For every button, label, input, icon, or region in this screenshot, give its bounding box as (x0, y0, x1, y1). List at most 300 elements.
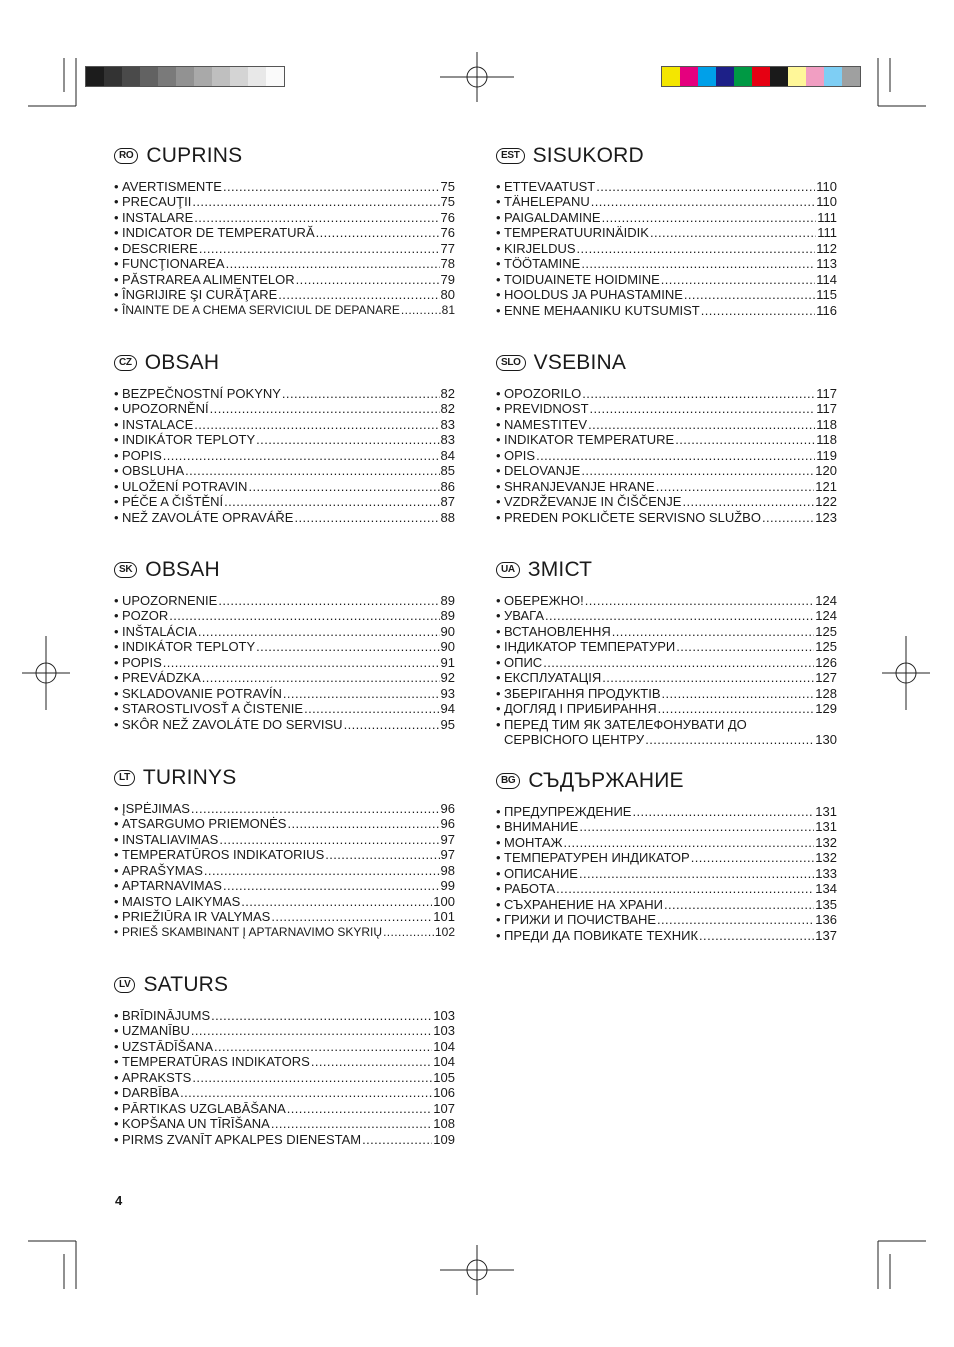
bullet-icon: • (496, 463, 501, 478)
toc-entry-label: AVERTISMENTE (122, 178, 222, 194)
bullet-icon: • (114, 831, 119, 847)
toc-entry[interactable] (114, 592, 455, 608)
dot-leader (199, 241, 440, 256)
section-title: VSEBINA (533, 351, 627, 374)
toc-entry-label: BEZPEČNOSTNÍ POKYNY (122, 385, 281, 401)
toc-entry[interactable] (496, 732, 837, 748)
bullet-icon: • (496, 494, 501, 509)
toc-entry-page: 118 (816, 416, 837, 432)
toc-entry-label: HOOLDUS JA PUHASTAMINE (504, 287, 683, 302)
toc-entry-label: OPOZORILO (504, 385, 582, 401)
toc-entry-label: POZOR (122, 608, 169, 623)
toc-entry-label: INDIKÁTOR TEPLOTY (122, 639, 256, 654)
toc-entry[interactable] (496, 912, 837, 928)
color-calibration-bar (661, 66, 861, 87)
toc-entry[interactable] (114, 494, 455, 510)
toc-entry-page: 112 (816, 240, 837, 256)
toc-entry-label: DARBĪBA (122, 1085, 180, 1100)
toc-entry-page: 101 (433, 909, 455, 924)
bullet-icon: • (114, 1023, 119, 1038)
section-title: TURINYS (142, 766, 237, 789)
dot-leader (658, 701, 815, 716)
toc-entry[interactable] (114, 670, 455, 686)
toc-entry[interactable] (114, 447, 455, 463)
toc-entry-label: PRECAUŢII (122, 194, 192, 209)
toc-entry-page: 122 (815, 494, 837, 509)
toc-entry[interactable] (114, 878, 455, 894)
toc-entry[interactable] (496, 385, 837, 401)
bullet-icon: • (496, 654, 501, 670)
toc-entry-page: 76 (440, 209, 455, 225)
toc-entry-page: 84 (440, 447, 455, 463)
toc-entry-page: 111 (817, 209, 837, 225)
toc-entry-page: 120 (815, 463, 837, 478)
toc-entry-page: 89 (440, 592, 455, 608)
dot-leader (588, 417, 815, 432)
toc-entry[interactable] (114, 1069, 455, 1085)
toc-entry[interactable] (496, 302, 837, 318)
bullet-icon: • (114, 225, 119, 240)
toc-entry[interactable] (496, 509, 837, 525)
toc-entry[interactable] (496, 209, 837, 225)
toc-entry[interactable] (114, 1007, 455, 1023)
bullet-icon: • (496, 302, 501, 318)
toc-entry[interactable] (114, 716, 455, 732)
bullet-icon: • (114, 654, 119, 670)
toc-entry-page: 132 (815, 850, 837, 865)
dot-leader (192, 1070, 432, 1085)
toc-entry[interactable] (114, 862, 455, 878)
toc-entry-label: BRĪDINĀJUMS (122, 1007, 211, 1023)
toc-entry-page: 88 (440, 509, 455, 525)
dot-leader (590, 401, 816, 416)
toc-entry[interactable] (114, 800, 455, 816)
dot-leader (564, 835, 815, 850)
dot-leader (684, 287, 815, 302)
toc-entry-page: 116 (816, 302, 837, 318)
toc-entry-page: 104 (433, 1054, 455, 1069)
toc-entry-page: 132 (815, 834, 837, 850)
toc-entry-page: 114 (816, 271, 837, 287)
toc-list (114, 1007, 455, 1147)
dot-leader (180, 1085, 432, 1100)
color-swatch (824, 67, 842, 86)
dot-leader (202, 670, 440, 685)
toc-entry-label: ЗБЕРІГАННЯ ПРОДУКТІВ (504, 685, 661, 701)
toc-entry-page: 90 (440, 623, 455, 639)
toc-entry-page: 87 (440, 494, 455, 509)
toc-entry[interactable] (496, 447, 837, 463)
bullet-icon: • (114, 924, 119, 939)
dot-leader (602, 210, 817, 225)
toc-entry[interactable] (114, 623, 455, 639)
toc-entry[interactable] (114, 639, 455, 655)
toc-entry-label: ETTEVAATUST (504, 178, 596, 194)
dot-leader (278, 287, 439, 302)
dot-leader (211, 1008, 432, 1023)
toc-entry-page: 82 (440, 401, 455, 416)
toc-list (496, 178, 837, 318)
toc-entry-label: VZDRŽEVANJE IN ČIŠČENJE (504, 494, 682, 509)
toc-entry[interactable] (114, 240, 455, 256)
grayscale-calibration-bar (85, 66, 285, 87)
dot-leader (296, 272, 440, 287)
bullet-icon: • (496, 256, 501, 271)
toc-entry-label: UZSTĀDĪŠANA (122, 1038, 214, 1054)
toc-entry-page: 93 (440, 685, 455, 701)
toc-entry[interactable] (496, 256, 837, 272)
dot-leader (256, 639, 439, 654)
toc-entry[interactable] (114, 608, 455, 624)
section-heading (496, 768, 837, 794)
toc-entry[interactable] (496, 927, 837, 943)
dot-leader (579, 866, 814, 881)
color-swatch (770, 67, 788, 86)
toc-entry[interactable] (496, 494, 837, 510)
toc-entry[interactable] (114, 178, 455, 194)
toc-entry[interactable] (114, 385, 455, 401)
toc-entry[interactable] (496, 478, 837, 494)
toc-entry[interactable] (496, 670, 837, 686)
section-title: СЪДЪРЖАНИЕ (528, 769, 684, 792)
dot-leader (256, 432, 439, 447)
dot-leader (602, 670, 814, 685)
toc-entry[interactable] (496, 834, 837, 850)
dot-leader (214, 1039, 432, 1054)
bullet-icon: • (496, 819, 501, 834)
bullet-icon: • (496, 271, 501, 287)
toc-entry-label: TEMPERATŪRAS INDIKATORS (122, 1054, 310, 1069)
color-swatch (698, 67, 716, 86)
bullet-icon: • (114, 847, 119, 862)
toc-entry[interactable] (114, 1054, 455, 1070)
toc-entry[interactable] (496, 416, 837, 432)
toc-entry[interactable] (496, 178, 837, 194)
dot-leader (192, 194, 439, 209)
toc-entry-label: PĀRTIKAS UZGLABĀŠANA (122, 1100, 286, 1116)
toc-entry[interactable] (114, 271, 455, 287)
toc-entry-label: PÉČE A ČIŠTĚNÍ (122, 494, 224, 509)
toc-entry-page: 96 (440, 800, 455, 816)
toc-entry-label: DESCRIERE (122, 240, 198, 256)
toc-entry-label: UPOZORNENIE (122, 592, 218, 608)
bullet-icon: • (114, 509, 119, 525)
toc-entry-page: 105 (433, 1069, 455, 1085)
toc-entry-label: INŠTALÁCIA (122, 623, 197, 639)
dot-leader (581, 463, 814, 478)
toc-entry-label: ПРЕДИ ДА ПОВИКАТЕ ТЕХНИК (504, 927, 699, 943)
toc-entry-label: DELOVANJE (504, 463, 581, 478)
toc-entry-label: PIRMS ZVANĪT APKALPES DIENESTAM (122, 1131, 362, 1147)
toc-entry-page: 135 (815, 896, 837, 912)
section-title: SISUKORD (532, 144, 644, 167)
dot-leader (316, 225, 440, 240)
bullet-icon: • (114, 670, 119, 685)
toc-entry[interactable] (114, 256, 455, 272)
toc-entry-label: РАБОТА (504, 881, 556, 896)
section-heading (114, 350, 455, 376)
bullet-icon: • (114, 287, 119, 302)
toc-entry-page: 106 (433, 1085, 455, 1100)
toc-entry-label: PREVIDNOST (504, 401, 589, 416)
toc-entry[interactable] (114, 1131, 455, 1147)
language-code-badge: SLO (496, 355, 526, 371)
language-code-badge: BG (496, 773, 520, 789)
toc-list (496, 385, 837, 525)
toc-entry[interactable] (496, 819, 837, 835)
toc-entry[interactable] (114, 416, 455, 432)
toc-entry[interactable] (496, 865, 837, 881)
dot-leader (675, 432, 815, 447)
toc-entry[interactable] (496, 401, 837, 417)
toc-list (114, 178, 455, 318)
toc-entry-label: ПЕРЕД ТИМ ЯК ЗАТЕЛЕФОНУВАТИ ДО (504, 716, 747, 732)
toc-entry[interactable] (114, 478, 455, 494)
toc-entry-label: ПРЕДУПРЕЖДЕНИЕ (504, 803, 632, 819)
toc-entry-page: 133 (815, 865, 837, 881)
bullet-icon: • (496, 401, 501, 416)
toc-entry-label: ЕКСПЛУАТАЦІЯ (504, 670, 602, 685)
dot-leader (632, 804, 814, 819)
toc-list (496, 803, 837, 943)
dot-leader (223, 878, 440, 893)
toc-entry-label: TOIDUAINETE HOIDMINE (504, 271, 660, 287)
toc-entry[interactable] (114, 654, 455, 670)
bullet-icon: • (496, 670, 501, 685)
toc-entry-page: 100 (433, 893, 455, 909)
toc-entry-page: 89 (440, 608, 455, 623)
page-number: 4 (115, 1193, 123, 1208)
dot-leader (194, 417, 439, 432)
section-heading (496, 350, 837, 376)
toc-entry-page: 103 (433, 1007, 455, 1023)
bullet-icon: • (114, 401, 119, 416)
toc-entry-page: 83 (440, 416, 455, 432)
toc-entry-page: 124 (815, 592, 837, 608)
toc-entry-page: 86 (440, 478, 455, 494)
toc-entry[interactable] (496, 881, 837, 897)
toc-entry[interactable] (496, 240, 837, 256)
dot-leader (283, 686, 440, 701)
bullet-icon: • (114, 639, 119, 654)
dot-leader (219, 832, 439, 847)
dot-leader (191, 1023, 432, 1038)
toc-entry-page: 125 (815, 639, 837, 654)
bullet-icon: • (114, 494, 119, 509)
color-swatch (230, 67, 248, 86)
toc-entry[interactable] (114, 1038, 455, 1054)
toc-entry[interactable] (496, 287, 837, 303)
toc-entry[interactable] (114, 463, 455, 479)
bullet-icon: • (114, 716, 119, 732)
toc-entry-label: ОПИС (504, 654, 543, 670)
toc-entry[interactable] (114, 847, 455, 863)
toc-entry-label: PRIEŽIŪRA IR VALYMAS (122, 909, 271, 924)
color-swatch (248, 67, 266, 86)
toc-entry[interactable] (114, 432, 455, 448)
dot-leader (612, 624, 815, 639)
toc-entry[interactable] (496, 803, 837, 819)
toc-entry-page: 129 (815, 701, 837, 716)
toc-entry[interactable] (114, 685, 455, 701)
toc-entry-page: 109 (433, 1131, 455, 1147)
toc-entry[interactable] (114, 194, 455, 210)
dot-leader (191, 801, 440, 816)
toc-entry[interactable] (114, 209, 455, 225)
bullet-icon: • (496, 478, 501, 494)
bullet-icon: • (114, 209, 119, 225)
toc-entry-page: 119 (816, 447, 837, 463)
toc-entry-page: 102 (434, 924, 455, 939)
toc-entry[interactable] (496, 896, 837, 912)
dot-leader (294, 510, 439, 525)
dot-leader (645, 732, 814, 747)
dot-leader (591, 194, 816, 209)
toc-entry-page: 82 (440, 385, 455, 401)
bullet-icon: • (114, 701, 119, 716)
toc-entry-label: PĂSTRAREA ALIMENTELOR (122, 271, 295, 287)
toc-entry[interactable] (496, 639, 837, 655)
toc-entry[interactable] (496, 271, 837, 287)
dot-leader (163, 448, 440, 463)
dot-leader (169, 608, 439, 623)
color-swatch (842, 67, 860, 86)
toc-entry[interactable] (114, 893, 455, 909)
toc-entry-label: ГРИЖИ И ПОЧИСТВАНЕ (504, 912, 657, 927)
toc-entry[interactable] (114, 1116, 455, 1132)
color-swatch (788, 67, 806, 86)
language-code-badge: EST (496, 148, 525, 164)
toc-entry-label: TÖÖTAMINE (504, 256, 581, 271)
toc-entry[interactable] (114, 225, 455, 241)
dot-leader (282, 386, 440, 401)
toc-entry-page: 80 (440, 287, 455, 302)
toc-entry-page: 79 (440, 271, 455, 287)
bullet-icon: • (496, 432, 501, 447)
dot-leader (163, 655, 440, 670)
toc-entry-label: ATSARGUMO PRIEMONĖS (122, 816, 287, 831)
toc-entry[interactable] (496, 608, 837, 624)
bullet-icon: • (496, 447, 501, 463)
toc-entry[interactable] (496, 654, 837, 670)
toc-entry-page: 126 (815, 654, 837, 670)
bullet-icon: • (496, 194, 501, 209)
toc-entry-page: 110 (816, 194, 837, 209)
section-heading (114, 765, 455, 791)
toc-entry[interactable] (496, 685, 837, 701)
toc-entry-label: SKLADOVANIE POTRAVÍN (122, 685, 282, 701)
toc-entry[interactable] (114, 909, 455, 925)
dot-leader (596, 179, 815, 194)
color-swatch (734, 67, 752, 86)
toc-entry[interactable] (114, 1100, 455, 1116)
toc-section (496, 557, 837, 747)
toc-list (114, 800, 455, 940)
bullet-icon: • (114, 685, 119, 701)
toc-entry[interactable] (496, 716, 837, 732)
dot-leader (198, 624, 440, 639)
toc-entry[interactable] (114, 302, 455, 318)
toc-entry[interactable] (114, 1085, 455, 1101)
dot-leader (383, 925, 434, 940)
color-swatch (680, 67, 698, 86)
bullet-icon: • (114, 1007, 119, 1023)
toc-entry[interactable] (114, 816, 455, 832)
dot-leader (656, 479, 815, 494)
toc-entry-page: 96 (440, 816, 455, 831)
bullet-icon: • (114, 463, 119, 478)
language-code-badge: LV (114, 977, 135, 993)
toc-entry[interactable] (114, 401, 455, 417)
toc-entry[interactable] (114, 924, 455, 940)
toc-entry[interactable] (114, 831, 455, 847)
toc-entry-label: INDICATOR DE TEMPERATURĂ (122, 225, 315, 240)
dot-leader (401, 303, 441, 318)
toc-section (114, 350, 455, 525)
language-code-badge: SK (114, 562, 137, 578)
toc-entry-label: УВАГА (504, 608, 545, 623)
toc-entry-label: PAIGALDAMINE (504, 209, 601, 225)
section-title: OBSAH (144, 351, 220, 374)
dot-leader (344, 717, 440, 732)
toc-section (496, 768, 837, 943)
bullet-icon: • (496, 701, 501, 716)
toc-entry-label: POPIS (122, 447, 162, 463)
color-swatch (158, 67, 176, 86)
toc-entry-page: 136 (815, 912, 837, 927)
toc-section (496, 143, 837, 318)
toc-entry-label: ÎNAINTE DE A CHEMA SERVICIUL DE DEPANARE (122, 302, 400, 317)
toc-entry-label: ОБЕРЕЖНО! (504, 592, 584, 608)
section-heading (114, 557, 455, 583)
toc-entry[interactable] (496, 194, 837, 210)
toc-entry[interactable] (114, 1023, 455, 1039)
toc-entry[interactable] (496, 701, 837, 717)
toc-entry[interactable] (496, 225, 837, 241)
toc-entry-label: ULOŽENÍ POTRAVIN (122, 478, 248, 494)
toc-entry[interactable] (114, 509, 455, 525)
toc-entry[interactable] (496, 623, 837, 639)
dot-leader (311, 1054, 432, 1069)
toc-entry[interactable] (496, 463, 837, 479)
toc-entry[interactable] (496, 432, 837, 448)
toc-entry-label: ENNE MEHAANIKU KUTSUMIST (504, 302, 700, 318)
toc-entry-page: 118 (816, 432, 837, 447)
dot-leader (287, 816, 439, 831)
toc-section (114, 765, 455, 940)
toc-entry-label: ВСТАНОВЛЕННЯ (504, 623, 611, 639)
toc-entry[interactable] (114, 287, 455, 303)
bullet-icon: • (114, 800, 119, 816)
toc-entry-label: ОПИСАНИЕ (504, 865, 578, 881)
toc-entry-page: 75 (440, 178, 455, 194)
dot-leader (287, 1101, 433, 1116)
bullet-icon: • (114, 1131, 119, 1147)
section-heading (114, 143, 455, 169)
bullet-icon: • (496, 912, 501, 927)
toc-entry[interactable] (496, 850, 837, 866)
bullet-icon: • (496, 225, 501, 240)
toc-entry-page: 134 (815, 881, 837, 896)
bullet-icon: • (496, 240, 501, 256)
bullet-icon: • (114, 909, 119, 924)
toc-section (114, 972, 455, 1147)
toc-entry[interactable] (496, 592, 837, 608)
toc-list (114, 385, 455, 525)
toc-entry[interactable] (114, 701, 455, 717)
toc-entry-page: 81 (441, 302, 455, 317)
toc-entry-page: 94 (440, 701, 455, 716)
